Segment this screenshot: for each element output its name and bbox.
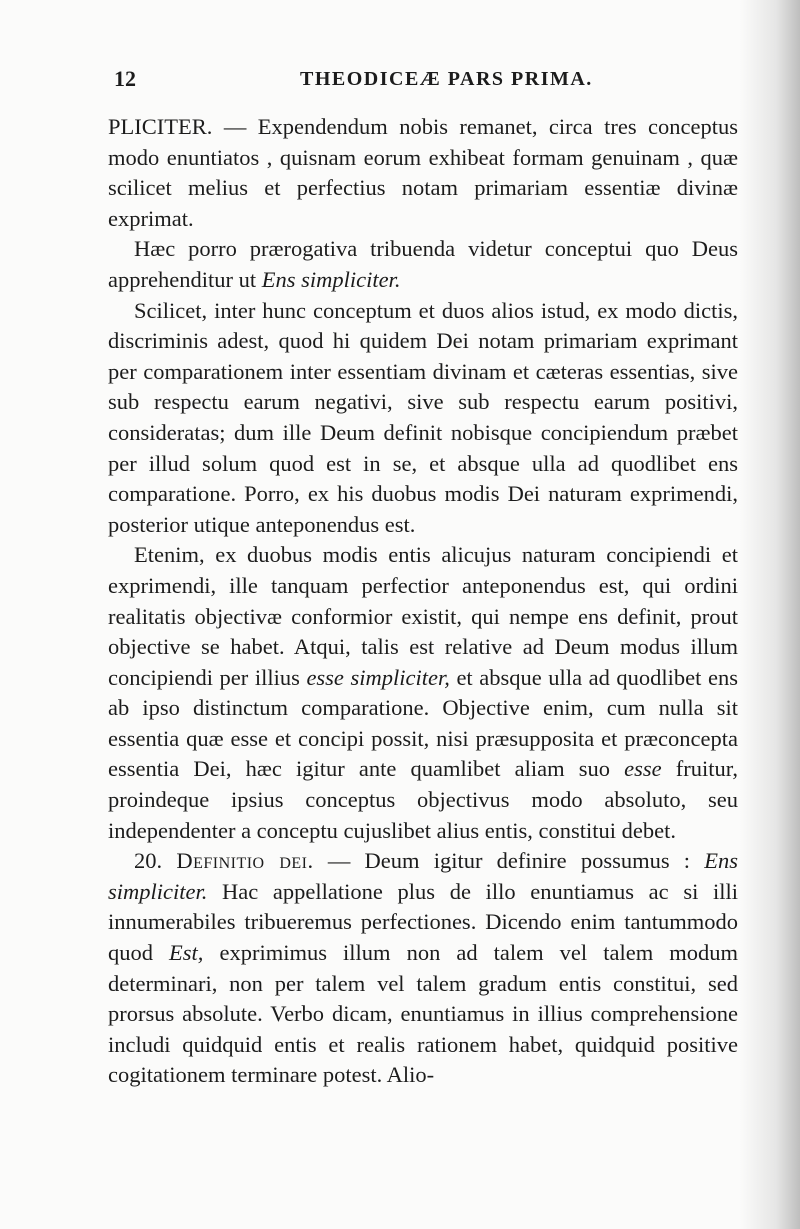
page-header [110,66,736,96]
italic-term: Ens simpliciter. [261,266,401,292]
paragraph-text: Etenim, ex duobus modis entis alicujus naturam concipiendi et exprimendi, ille tanquam perfectior anteponendus est, qui ordini realitatis objectivæ conformior existit, qui nempe ens definit, prout objective se habet. Atqui, talis est relative ad Deum modus illum concipiendi per illius [108,542,738,690]
paragraph-text: fruitur, proindeque ipsius conceptus objectivus modo absoluto, seu independenter a conceptu cujuslibet alius entis, constitui debet. [108,756,738,843]
page-number: 12 [114,66,136,91]
paragraph-5 [108,846,738,1091]
paragraph-text: — Deum igitur definire possumus : [313,848,705,874]
body-text [108,112,738,1091]
paragraph-lead: PLICITER. [108,114,213,139]
paragraph-text: exprimimus illum non ad talem vel talem modum determinari, non per talem vel talem gradum entis constitui, sed prorsus absolute. Verbo dicam, enuntiamus in illius comprehensione includi quidquid entis et realis rationem habet, quidquid positive cogitationem terminare potest. Alio- [108,940,738,1088]
paragraph-text: — Expendendum nobis remanet, circa tres conceptus modo enuntiatos , quisnam eorum exhibeat formam genuinam , quæ scilicet melius et perfectius notam primariam essentiæ divinæ exprimat. [108,114,738,231]
paragraph-text: et absque ulla ad quodlibet ens ab ipso distinctum comparatione. Objective enim, cum nulla sit essentia quæ esse et concipi possit, nisi præsupposita et præconcepta essentia Dei, hæc igitur ante quamlibet aliam suo [108,664,738,782]
page-gutter-shadow [740,0,800,1229]
paragraph-text: Scilicet, inter hunc conceptum et duos alios istud, ex modo dictis, discriminis adest, quod hi quidem Dei notam primariam exprimant per comparationem inter essentiam divinam et cæteras essentias, sive sub respectu earum negativi, sive sub respectu earum positivi, consideratas; dum ille Deum definit nobisque concipiendum præbet per illud solum quod est in se, et absque ulla ad quodlibet ens comparatione. Porro, ex his duobus modis Dei naturam exprimendi, posterior utique anteponendus est. [108,297,738,537]
italic-term: Est, [169,940,204,966]
paragraph-1 [108,112,738,234]
italic-term: esse simpliciter, [306,664,450,690]
italic-term: Ens simpliciter. [108,848,738,904]
paragraph-4 [108,540,738,846]
paragraph-text: Hæc porro prærogativa tribuenda videtur conceptui quo Deus apprehenditur ut [108,236,738,292]
section-heading: Definitio dei. [176,848,314,874]
paragraph-3 [108,296,738,541]
paragraph-text: Hac appellatione plus de illo enuntiamus ac si illi innumerabiles tribueremus perfectiones. Dicendo enim tantummodo quod [108,878,738,966]
section-number: 20. [134,848,177,874]
running-head: THEODICEÆ PARS PRIMA. [300,68,593,90]
paragraph-2 [108,234,738,295]
italic-term: esse [624,756,662,782]
